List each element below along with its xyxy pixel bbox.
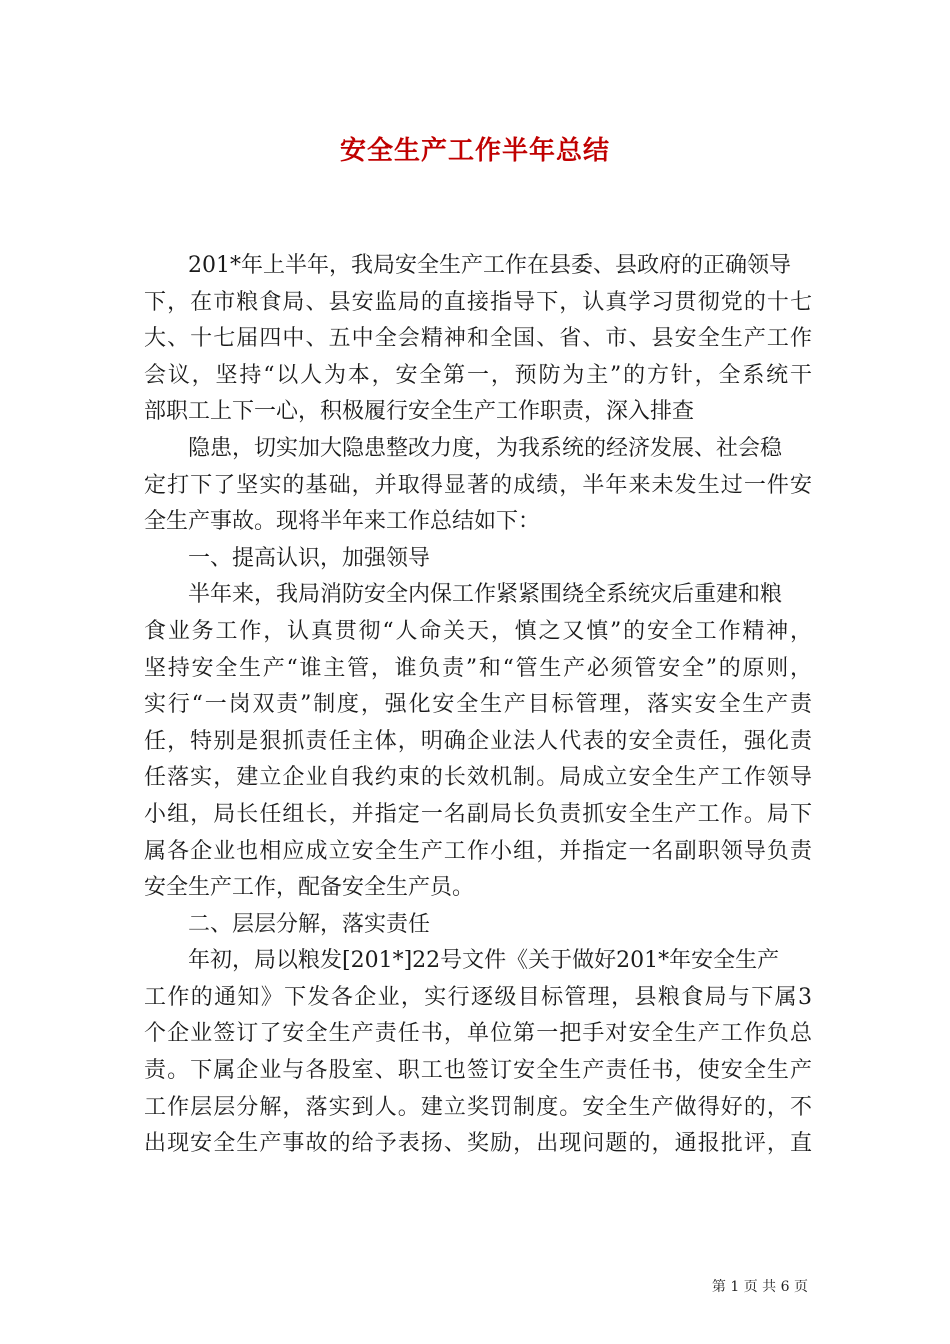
section-heading: 一、提高认识，加强领导 bbox=[188, 545, 431, 571]
page-number: 第 1 页 共 6 页 bbox=[711, 1279, 808, 1295]
paragraph-line: 半年来，我局消防安全内保工作紧紧围绕全系统灾后重建和粮 bbox=[188, 582, 783, 608]
document-body bbox=[144, 248, 812, 1163]
paragraph-line: 工作的通知》下发各企业，实行逐级目标管理，县粮食局与下属3 bbox=[144, 984, 812, 1010]
paragraph-line: 出现安全生产事故的给予表扬、奖励，出现问题的，通报批评，直 bbox=[144, 1131, 812, 1157]
paragraph-line: 下，在市粮食局、县安监局的直接指导下，认真学习贯彻党的十七 bbox=[144, 289, 812, 315]
paragraph-line: 大、十七届四中、五中全会精神和全国、省、市、县安全生产工作 bbox=[144, 326, 812, 352]
paragraph-line: 部职工上下一心，积极履行安全生产工作职责，深入排查 bbox=[144, 399, 695, 425]
paragraph-line: 定打下了坚实的基础，并取得显著的成绩，半年来未发生过一件安 bbox=[144, 472, 812, 498]
paragraph-line: 会议，坚持“以人为本，安全第一，预防为主”的方针，全系统干 bbox=[144, 362, 812, 388]
paragraph-line: 小组，局长任组长，并指定一名副局长负责抓安全生产工作。局下 bbox=[144, 801, 812, 827]
paragraph-line: 属各企业也相应成立安全生产工作小组，并指定一名副职领导负责 bbox=[144, 838, 812, 864]
paragraph-line: 坚持安全生产“谁主管，谁负责”和“管生产必须管安全”的原则， bbox=[144, 655, 812, 681]
paragraph-line: 任，特别是狠抓责任主体，明确企业法人代表的安全责任，强化责 bbox=[144, 728, 812, 754]
paragraph-line: 实行“一岗双责”制度，强化安全生产目标管理，落实安全生产责 bbox=[144, 692, 812, 718]
paragraph-line: 安全生产工作，配备安全生产员。 bbox=[144, 875, 475, 901]
page-title: 安全生产工作半年总结 bbox=[339, 136, 610, 166]
section-heading: 二、层层分解，落实责任 bbox=[188, 911, 431, 937]
paragraph-line: 个企业签订了安全生产责任书，单位第一把手对安全生产工作负总 bbox=[144, 1021, 812, 1047]
paragraph-line: 工作层层分解，落实到人。建立奖罚制度。安全生产做得好的，不 bbox=[144, 1094, 812, 1120]
paragraph-line: 责。下属企业与各股室、职工也签订安全生产责任书，使安全生产 bbox=[144, 1058, 812, 1084]
paragraph-line: 全生产事故。现将半年来工作总结如下： bbox=[144, 509, 541, 535]
paragraph-line: 年初，局以粮发[201*]22号文件《关于做好201*年安全生产 bbox=[188, 948, 780, 974]
paragraph-line: 食业务工作，认真贯彻“人命关天，慎之又慎”的安全工作精神， bbox=[144, 618, 812, 644]
paragraph-line: 隐患，切实加大隐患整改力度，为我系统的经济发展、社会稳 bbox=[188, 435, 783, 461]
paragraph-line: 201*年上半年，我局安全生产工作在县委、县政府的正确领导 bbox=[188, 253, 791, 278]
paragraph-line: 任落实，建立企业自我约束的长效机制。局成立安全生产工作领导 bbox=[144, 765, 812, 791]
